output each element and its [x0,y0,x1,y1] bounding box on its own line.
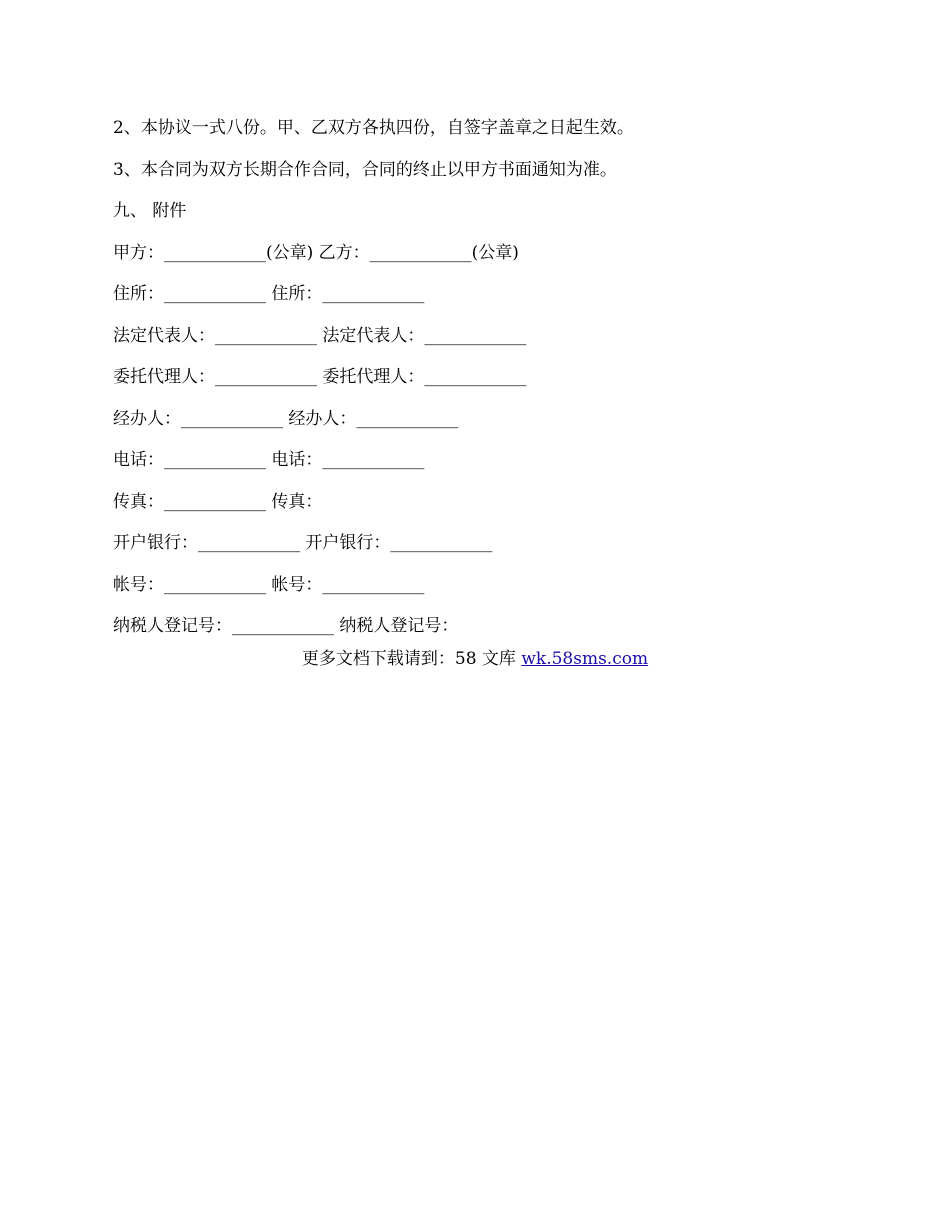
clause-3-text: 3、本合同为双方长期合作合同，合同的终止以甲方书面通知为准。 [113,159,617,180]
clause-2-text: 2、本协议一式八份。甲、乙双方各执四份，自签字盖章之日起生效。 [113,118,634,138]
account-row [113,565,853,607]
tax-id-row-text: 纳税人登记号：____________ 纳税人登记号： [113,616,459,636]
phone-row-text: 电话：____________ 电话：____________ [113,450,425,470]
account-row-text: 帐号：____________ 帐号：____________ [113,574,425,595]
section-heading-text: 九、 附件 [113,201,187,221]
agent-row-text: 委托代理人：____________ 委托代理人：____________ [113,367,527,387]
phone-row [113,440,853,482]
bank-row [113,523,853,565]
address-row-text: 住所：____________ 住所：____________ [113,284,425,304]
clause-2 [113,108,853,150]
address-row [113,274,853,316]
handler-row [113,399,853,441]
download-footer [0,643,950,675]
footer-link[interactable]: wk.58sms.com [521,649,649,669]
legal-rep-row-text: 法定代表人：____________ 法定代表人：____________ [113,325,527,346]
legal-rep-row [113,316,853,358]
party-row-text: 甲方：____________(公章) 乙方：____________(公章) [113,242,519,263]
fax-row-text: 传真：____________ 传真： [113,491,323,512]
clause-3 [113,150,853,192]
agent-row [113,357,853,399]
footer-text: 更多文档下载请到：58 文库 [301,649,522,669]
tax-id-row [113,606,853,648]
section-heading-attachments [113,191,853,233]
handler-row-text: 经办人：____________ 经办人：____________ [113,408,459,429]
bank-row-text: 开户银行：____________ 开户银行：____________ [113,533,493,553]
fax-row [113,482,853,524]
document-body [113,108,853,648]
party-row [113,233,853,275]
